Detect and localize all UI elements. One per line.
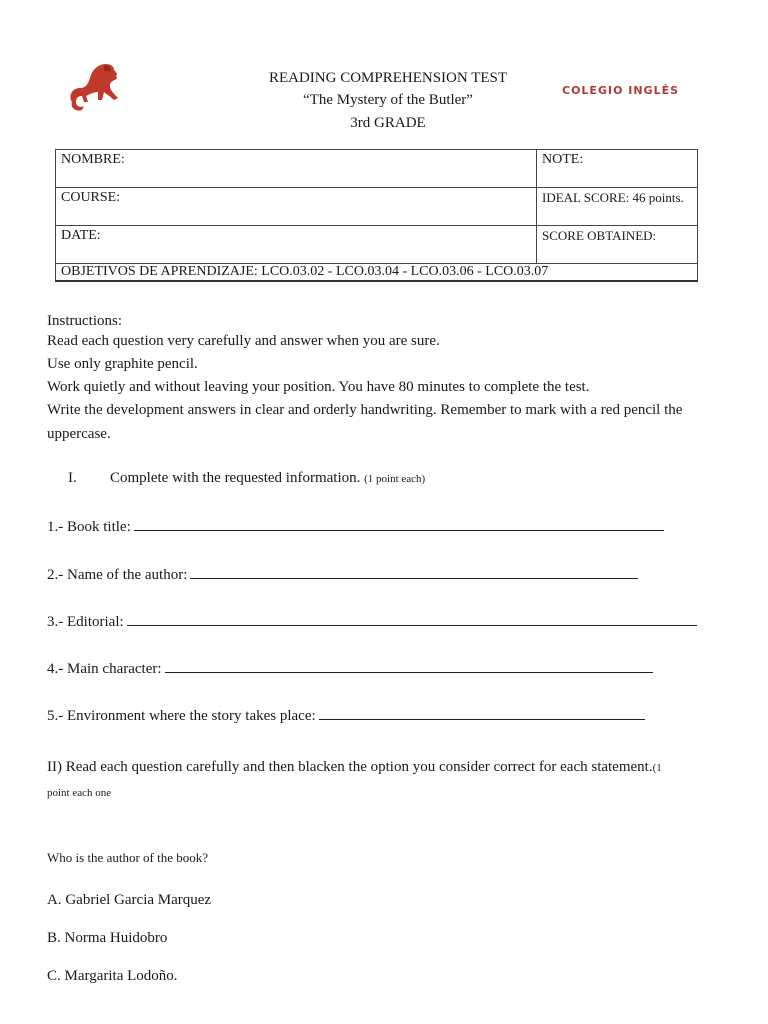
answer-line[interactable] [127, 613, 697, 626]
answer-line[interactable] [134, 518, 664, 531]
question-environment: 5.- Environment where the story takes place: [47, 707, 645, 725]
answer-line[interactable] [319, 707, 645, 720]
option-c[interactable]: C. Margarita Lodoño. [47, 968, 178, 984]
school-name: COLEGIO INGLÉS [562, 84, 680, 97]
lion-logo-icon [64, 58, 122, 112]
mc-question: Who is the author of the book? [47, 850, 209, 865]
answer-line[interactable] [190, 566, 638, 579]
score-obtained-field[interactable]: SCORE OBTAINED: [537, 226, 698, 264]
name-field[interactable]: NOMBRE: [56, 150, 537, 188]
question-main-character: 4.- Main character: [47, 660, 653, 678]
student-info-table [55, 149, 698, 282]
date-field[interactable]: DATE: [56, 226, 537, 264]
option-b[interactable]: B. Norma Huidobro [47, 930, 168, 946]
instructions-label: Instructions: [47, 313, 122, 329]
learning-objectives: OBJETIVOS DE APRENDIZAJE: LCO.03.02 - LCO.03.04 - LCO.03.06 - LCO.03.07 [56, 264, 698, 282]
instruction-line: Write the development answers in clear and orderly handwriting. Remember to mark with a red pencil the uppercase. [47, 402, 683, 442]
book-subtitle: “The Mystery of the Butler” [303, 92, 473, 108]
instruction-line: Use only graphite pencil. [47, 356, 198, 372]
question-editorial: 3.- Editorial: [47, 613, 697, 631]
instruction-line: Read each question very carefully and answer when you are sure. [47, 333, 440, 349]
option-a[interactable]: A. Gabriel Garcia Marquez [47, 892, 212, 908]
instruction-line: Work quietly and without leaving your position. You have 80 minutes to complete the test. [47, 379, 590, 395]
section-2-heading: II) Read each question carefully and then blacken the option you consider correct for each statement.(1 point each one [47, 759, 662, 799]
grade-label: 3rd GRADE [350, 115, 426, 131]
test-title: READING COMPREHENSION TEST [268, 70, 508, 86]
answer-line[interactable] [165, 660, 653, 673]
question-book-title: 1.- Book title: [47, 518, 664, 536]
note-field[interactable]: NOTE: [537, 150, 698, 188]
question-author: 2.- Name of the author: [47, 566, 638, 584]
section-1-heading: I. Complete with the requested information. (1 point each) [68, 470, 426, 486]
ideal-score-cell: IDEAL SCORE: 46 points. [537, 188, 698, 226]
course-field[interactable]: COURSE: [56, 188, 537, 226]
